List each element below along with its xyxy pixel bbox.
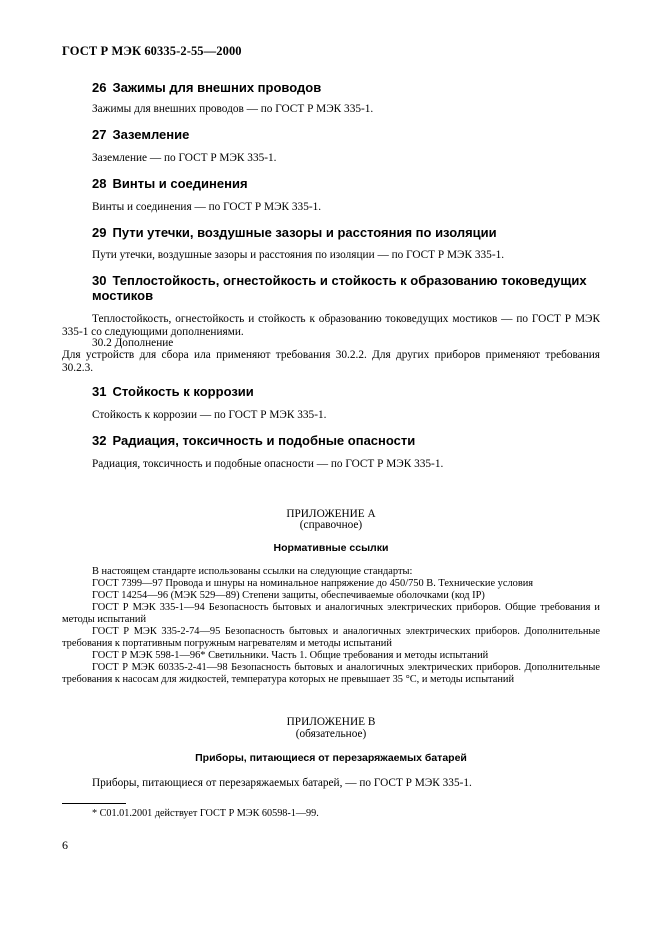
section-28-heading [92, 176, 248, 191]
reference-item: ГОСТ Р МЭК 335-1—94 Безопасность бытовых и аналогичных электрических приборов. Общие требования и методы испытаний [62, 602, 600, 625]
section-title: Пути утечки, воздушные зазоры и расстояния по изоляции [112, 225, 497, 240]
document-code: ГОСТ Р МЭК 60335-2-55—2000 [62, 44, 242, 58]
section-27-text: Заземление — по ГОСТ Р МЭК 335-1. [92, 152, 277, 164]
section-title-continuation: мостиков [92, 288, 154, 303]
appendix-a-type: (справочное) [299, 519, 363, 531]
reference-item: ГОСТ 14254—96 (МЭК 529—89) Степени защиты, обеспечиваемые оболочками (код IP) [92, 590, 485, 601]
section-title: Зажимы для внешних проводов [112, 80, 322, 95]
section-29-heading [92, 225, 497, 240]
reference-item: ГОСТ Р МЭК 598-1—96* Светильники. Часть 1. Общие требования и методы испытаний [92, 650, 489, 661]
section-32-text: Радиация, токсичность и подобные опасности — по ГОСТ Р МЭК 335-1. [92, 458, 444, 470]
section-title: Заземление [112, 127, 190, 142]
section-title: Радиация, токсичность и подобные опасности [112, 433, 416, 448]
reference-item: ГОСТ Р МЭК 60335-2-41—98 Безопасность бытовых и аналогичных электрических приборов. Дополнительные требования к насосам для жидкостей, температура которых не превышает 35 °С, и методы испытаний [62, 662, 600, 685]
section-26-text: Зажимы для внешних проводов — по ГОСТ Р МЭК 335-1. [92, 103, 374, 115]
appendix-a-title: ПРИЛОЖЕНИЕ А [286, 508, 376, 520]
page-number: 6 [62, 838, 68, 852]
section-number: 32 [92, 433, 107, 448]
appendix-a-subtitle: Нормативные ссылки [273, 542, 389, 554]
section-title: Винты и соединения [112, 176, 248, 191]
references-intro: В настоящем стандарте использованы ссылки на следующие стандарты: [92, 566, 413, 577]
reference-item: ГОСТ 7399—97 Провода и шнуры на номинальное напряжение до 450/750 В. Технические условия [92, 578, 534, 589]
appendix-b-title: ПРИЛОЖЕНИЕ В [286, 716, 376, 728]
section-30-heading [92, 273, 602, 303]
section-number: 26 [92, 80, 107, 95]
section-number: 30 [92, 273, 107, 288]
section-30-text: Теплостойкость, огнестойкость и стойкость к образованию токоведущих мостиков — по ГОСТ Р МЭК 335-1 со следующими дополнениями. [62, 313, 600, 338]
appendix-b-text: Приборы, питающиеся от перезаряжаемых батарей, — по ГОСТ Р МЭК 335-1. [92, 777, 472, 789]
section-31-text: Стойкость к коррозии — по ГОСТ Р МЭК 335-1. [92, 409, 327, 421]
section-30-2-text: Для устройств для сбора ила применяют требования 30.2.2. Для других приборов применяют требования 30.2.3. [62, 349, 600, 374]
section-27-heading [92, 127, 189, 142]
section-number: 31 [92, 384, 107, 399]
section-29-text: Пути утечки, воздушные зазоры и расстояния по изоляции — по ГОСТ Р МЭК 335-1. [92, 249, 505, 261]
section-title: Теплостойкость, огнестойкость и стойкость к образованию токоведущих [112, 273, 587, 288]
section-32-heading [92, 433, 415, 448]
appendix-b-subtitle: Приборы, питающиеся от перезаряжаемых батарей [195, 752, 467, 764]
section-26-heading [92, 80, 321, 95]
section-title: Стойкость к коррозии [112, 384, 254, 399]
footnote-divider [62, 803, 126, 804]
section-30-2-label: 30.2 Дополнение [92, 337, 174, 349]
section-number: 27 [92, 127, 107, 142]
footnote: * С01.01.2001 действует ГОСТ Р МЭК 60598-1—99. [92, 808, 319, 819]
appendix-b-type: (обязательное) [295, 728, 367, 740]
section-number: 28 [92, 176, 107, 191]
section-31-heading [92, 384, 254, 399]
reference-item: ГОСТ Р МЭК 335-2-74—95 Безопасность бытовых и аналогичных электрических приборов. Дополнительные требования к портативным погружным нагревателям и методы испытаний [62, 626, 600, 649]
section-number: 29 [92, 225, 107, 240]
section-28-text: Винты и соединения — по ГОСТ Р МЭК 335-1. [92, 201, 322, 213]
